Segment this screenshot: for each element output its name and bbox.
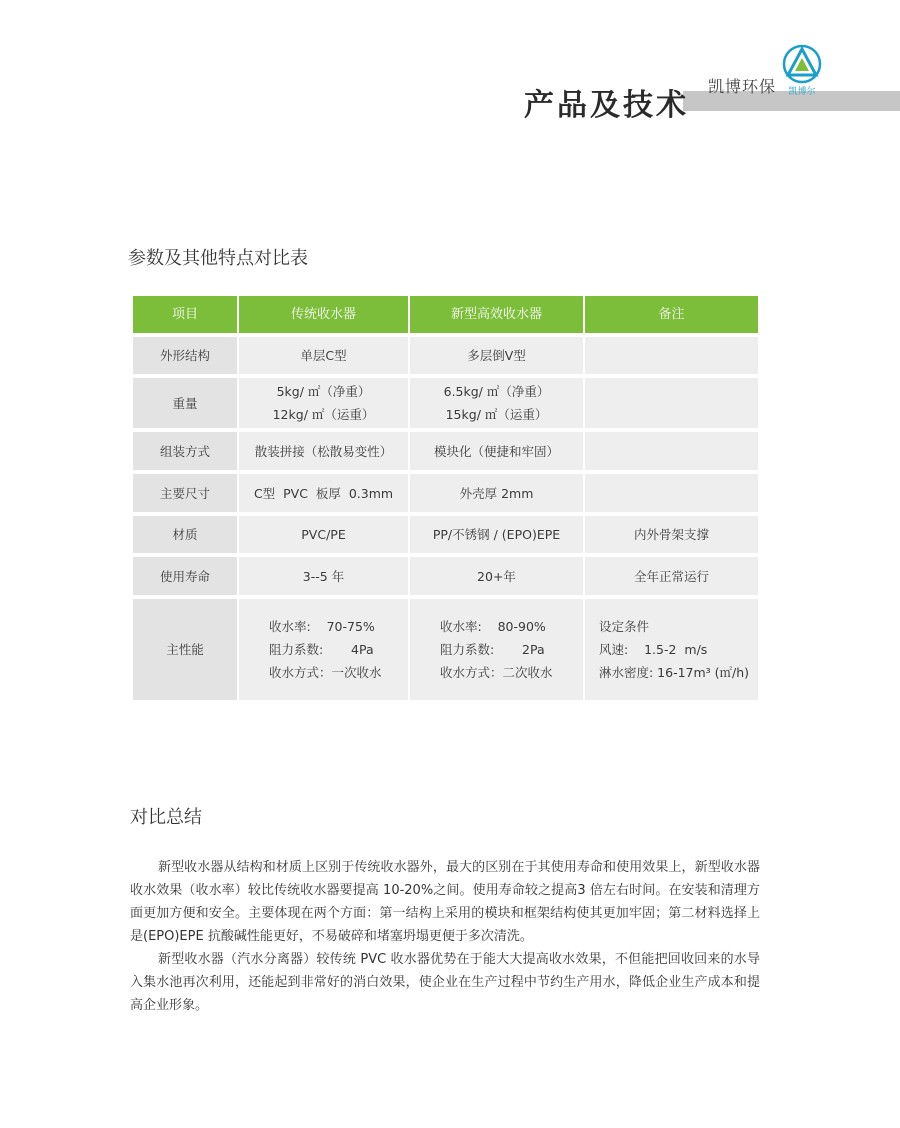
table-cell-line: 15kg/ ㎡（运重） — [445, 407, 548, 422]
brand-name: 凯博环保 — [708, 77, 777, 96]
table-cell — [239, 599, 410, 700]
table-cell-line: 设定条件 — [599, 619, 650, 634]
table-item-cell: 材质 — [133, 516, 239, 553]
table-cell — [239, 432, 410, 470]
table-cell-line: 模块化（便捷和牢固） — [433, 443, 559, 459]
table-cell-line: 收水率: 70-75% — [269, 619, 375, 634]
table-cell-line: 20+年 — [477, 568, 516, 584]
section-title-summary: 对比总结 — [130, 807, 202, 828]
table-cell-line: PVC/PE — [301, 527, 346, 542]
table-cell-line: 收水方式：二次收水 — [440, 665, 553, 680]
table-cell — [410, 599, 585, 700]
table-cell-line: 风速: 1.5-2 m/s — [599, 642, 708, 657]
table-cell — [585, 337, 758, 374]
table-item-cell: 使用寿命 — [133, 557, 239, 595]
table-cell — [239, 516, 410, 553]
table-header-cell: 项目 — [133, 296, 239, 333]
table-cell — [410, 337, 585, 374]
table-cell — [585, 378, 758, 428]
table-cell — [585, 516, 758, 553]
table-item-cell: 主性能 — [133, 599, 239, 700]
table-item-cell: 重量 — [133, 378, 239, 428]
table-cell-line: 单层C型 — [300, 348, 347, 363]
table-cell — [239, 378, 410, 428]
comparison-table — [133, 296, 758, 700]
table-header-cell: 传统收水器 — [239, 296, 410, 333]
table-cell — [585, 557, 758, 595]
section-title-comparison: 参数及其他特点对比表 — [128, 248, 308, 269]
table-cell — [239, 474, 410, 512]
summary-paragraph: 新型收水器（汽水分离器）较传统 PVC 收水器优势在于能大大提高收水效果，不但能把回收回来的水导入集水池再次利用，还能起到非常好的消白效果，使企业在生产过程中节约生产用水，降低企业生产成本和提高企业形象。 — [130, 952, 760, 1013]
table-cell-line: 12kg/ ㎡（运重） — [272, 407, 375, 422]
table-header-cell: 新型高效收水器 — [410, 296, 585, 333]
table-cell-line: 阻力系数: 4Pa — [269, 642, 374, 657]
table-cell — [410, 474, 585, 512]
table-item-cell: 外形结构 — [133, 337, 239, 374]
table-cell-line: 3--5 年 — [302, 568, 345, 584]
table-cell-line: 全年正常运行 — [633, 568, 709, 584]
table-cell — [239, 557, 410, 595]
table-cell-line: 5kg/ ㎡（净重） — [276, 384, 371, 399]
table-cell — [410, 516, 585, 553]
table-cell — [585, 474, 758, 512]
logo-text: 凯博尔 — [788, 87, 816, 97]
summary-text — [130, 856, 760, 1017]
table-cell-line: 散装拼接（松散易变性） — [254, 443, 393, 459]
table-cell — [410, 378, 585, 428]
table-cell — [410, 432, 585, 470]
table-item-cell: 组装方式 — [133, 432, 239, 470]
table-item-cell: 主要尺寸 — [133, 474, 239, 512]
table-cell-line: PP/不锈钢 / (EPO)EPE — [432, 527, 561, 542]
table-cell-line: 淋水密度: 16-17m³ (㎡/h) — [599, 665, 750, 680]
table-cell-line: 收水方式：一次收水 — [269, 665, 382, 680]
table-cell-line: 6.5kg/ ㎡（净重） — [443, 384, 550, 399]
table-cell-line: 外壳厚 2mm — [459, 485, 534, 501]
company-logo — [780, 44, 824, 96]
table-cell-line: 内外骨架支撑 — [633, 527, 709, 542]
table-cell — [239, 337, 410, 374]
table-cell — [585, 432, 758, 470]
table-header-cell: 备注 — [585, 296, 758, 333]
table-cell-line: 收水率: 80-90% — [440, 619, 546, 634]
table-cell — [585, 599, 758, 700]
logo-icon — [780, 44, 824, 86]
page-title: 产品及技术 — [524, 88, 689, 123]
table-cell-line: C型 PVC 板厚 0.3mm — [253, 485, 394, 501]
table-cell-line: 多层倒V型 — [467, 348, 526, 363]
table-cell — [410, 557, 585, 595]
summary-paragraph: 新型收水器从结构和材质上区别于传统收水器外，最大的区别在于其使用寿命和使用效果上，新型收水器收水效果（收水率）较比传统收水器要提高 10-20%之间。使用寿命较之提高3 倍左右时间。在安装和清理方面更加方便和安全。主要体现在两个方面：第一结构上采用的模块和框架结构使其更加牢固；第二材料选择上是(EPO)EPE 抗酸碱性能更好，不易破碎和堵塞坍塌更便于多次清洗。 — [130, 860, 760, 944]
table-cell-line: 阻力系数: 2Pa — [440, 642, 545, 657]
